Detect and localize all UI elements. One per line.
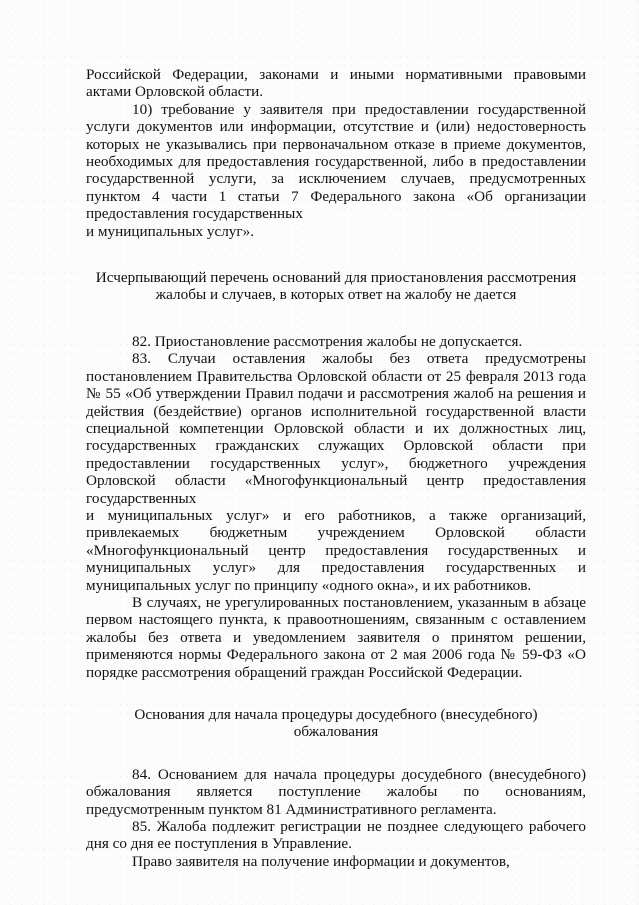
paragraph-83: 83. Случаи оставления жалобы без ответа предусмотрены постановлением Правительства Орловской области от 25 февраля 2013 года № 55 «Об утверждении Правил подачи и рассмотрения жалоб на решения и действия (бездействие) органов исполнительной государственной власти специальной компетенции Орловской области и их должностных лиц, государственных гражданских служащих Орловской области при предоставлении государственных услуг», бюджетного учреждения Орловской области «Многофункциональный центр предоставления государственных xyxy=(86,350,586,507)
paragraph-84: 84. Основанием для начала процедуры досудебного (внесудебного) обжалования является поступление жалобы по основаниям, предусмотренным пунктом 81 Административного регламента. xyxy=(86,765,586,818)
paragraph-continuation: Российской Федерации, законами и иными нормативными правовыми актами Орловской области. xyxy=(86,66,586,101)
section-heading-appeal-grounds: Основания для начала процедуры досудебного (внесудебного) обжалования xyxy=(134,706,538,741)
paragraph-83-second: В случаях, не урегулированных постановлением, указанным в абзаце первом настоящего пункта, к правоотношениям, связанным с оставлением жалобы без ответа и уведомлением заявителя о принятом решении, применяются нормы Федерального закона от 2 мая 2006 года № 59-ФЗ «О порядке рассмотрения обращений граждан Российской Федерации. xyxy=(86,593,586,681)
paragraph-82: 82. Приостановление рассмотрения жалобы не допускается. xyxy=(132,332,523,350)
item-10-end: и муниципальных услуг». xyxy=(86,222,254,240)
paragraph-right-to-information: Право заявителя на получение информации и документов, xyxy=(132,852,510,870)
document-body xyxy=(86,66,586,870)
section-heading-suspension: Исчерпывающий перечень оснований для приостановления рассмотрения жалобы и случаев, в которых ответ на жалобу не дается xyxy=(95,269,577,304)
paragraph-83-continuation: и муниципальных услуг» и его работников, а также организаций, привлекаемых бюджетным учреждением Орловской области «Многофункциональный центр предоставления государственных и муниципальных услуг» для предоставления государственных и муниципальных услуг по принципу «одного окна», и их работников. xyxy=(86,506,586,594)
item-10: 10) требование у заявителя при предоставлении государственной услуги документов или информации, отсутствие и (или) недостоверность которых не указывались при первоначальном отказе в приеме документов, необходимых для предоставления государственной, либо в предоставлении государственной услуги, за исключением случаев, предусмотренных пунктом 4 части 1 статьи 7 Федерального закона «Об организации предоставления государственных xyxy=(86,100,586,223)
paragraph-85: 85. Жалоба подлежит регистрации не позднее следующего рабочего дня со дня ее поступления в Управление. xyxy=(86,818,586,853)
